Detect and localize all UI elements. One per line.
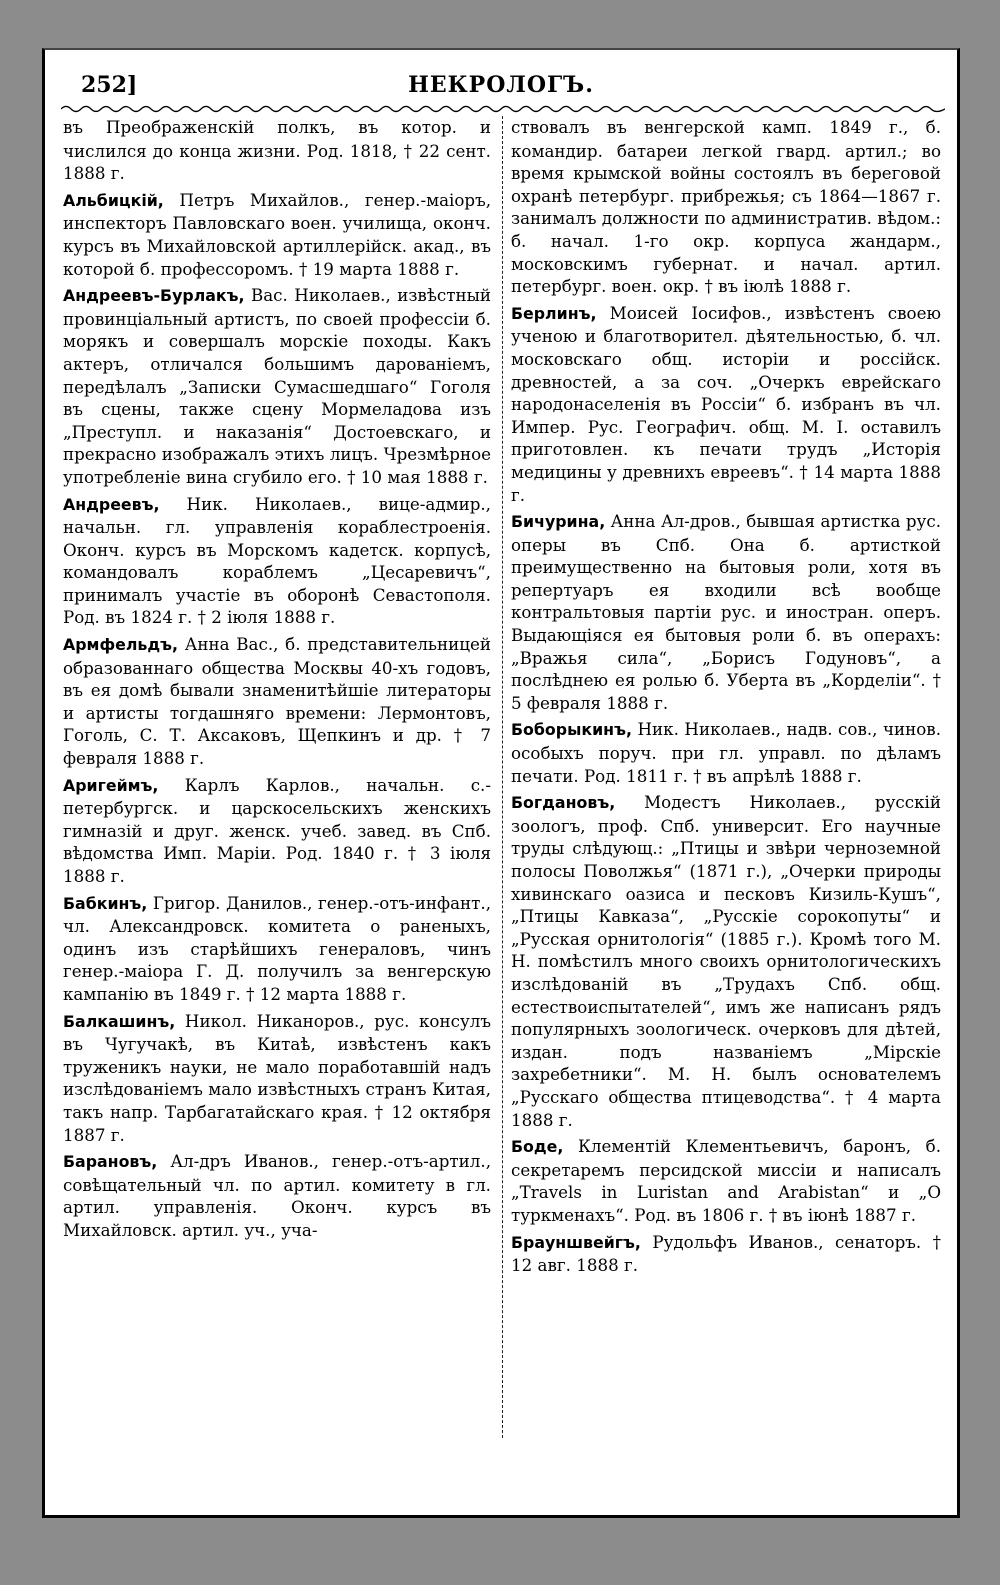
entry-name: Боде, xyxy=(511,1137,564,1157)
entry-text: Модестъ Николаев., русскій зоологъ, проф. Спб. университ. Его научные труды слѣдующ.: „Птицы и звѣри черноземной полосы Поволжья“ (1871 г.), „Очерки природы хивинскаго оазиса и песковъ Кизиль-Кушъ“, „Птицы Кавказа“, „Русскіе сорокопуты“ и „Русская орнитологія“ (1885 г.). Кромѣ того М. Н. помѣстилъ много своихъ орнитологическихъ изслѣдованій въ „Трудахъ Спб. общ. естествоиспытателей“, имъ же написанъ рядъ популярныхъ зоологическ. очерковъ для дѣтей, издан. подъ названіемъ „Мірскіе захребетники“. М. Н. былъ основателемъ „Русскаго общества птицеводства“. † 4 марта 1888 г. xyxy=(511,792,941,1130)
obituary-entry xyxy=(511,510,941,714)
page-number: 252] xyxy=(81,72,138,98)
entry-text: Ник. Николаев., надв. сов., чинов. особыхъ поруч. при гл. управл. по дѣламъ печати. Род. 1811 г. † въ апрѣлѣ 1888 г. xyxy=(511,719,941,786)
entry-name: Брауншвейгъ, xyxy=(511,1232,641,1252)
column-divider xyxy=(502,116,503,1438)
entry-text: Петръ Михайлов., генер.-маіоръ, инспекторъ Павловскаго воен. училища, оконч. курсъ въ Михайловской артиллерійск. акад., въ которой б. профессоромъ. † 19 марта 1888 г. xyxy=(63,189,491,279)
obituary-entry xyxy=(63,116,491,185)
header-wavy-rule xyxy=(61,104,945,114)
entry-text: Карлъ Карлов., начальн. с.-петербургск. и царскосельскихъ женскихъ гимназій и друг. женск. учеб. завед. въ Спб. вѣдомства Имп. Маріи. Род. 1840 г. † 3 іюля 1888 г. xyxy=(63,774,491,886)
entry-name: Бичурина, xyxy=(511,512,606,532)
entry-text: Клементій Клементьевичъ, баронъ, б. секретаремъ персидской миссіи и написалъ „Travels in Luristan and Arabistan“ и „О туркменахъ“. Род. въ 1806 г. † въ іюнѣ 1887 г. xyxy=(511,1136,941,1225)
entry-text: Григор. Данилов., генер.-отъ-инфант., чл. Александровск. комитета о раненыхъ, одинъ изъ старѣйшихъ генераловъ, чинъ генер.-маіора Г. Д. получилъ за венгерскую кампанію въ 1849 г. † 12 марта 1888 г. xyxy=(63,892,491,1004)
entry-name: Бабкинъ, xyxy=(63,893,148,913)
entry-name: Аригеймъ, xyxy=(63,775,159,795)
obituary-entry xyxy=(63,892,491,1006)
obituary-entry xyxy=(63,774,491,888)
entry-text: Никол. Никаноров., рус. консулъ въ Чугучакѣ, въ Китаѣ, извѣстенъ какъ труженикъ науки, не мало поработавшій надъ изслѣдованіемъ мало извѣстныхъ странъ Китая, такъ напр. Тарбагатайскаго края. † 12 октября 1887 г. xyxy=(63,1010,491,1145)
obituary-entry xyxy=(511,1231,941,1277)
obituary-entry xyxy=(63,189,491,280)
obituary-entry xyxy=(63,1150,491,1241)
page xyxy=(42,48,960,1518)
page-title: НЕКРОЛОГЪ. xyxy=(408,72,594,98)
entry-name: Альбицкій, xyxy=(63,190,164,210)
entry-text: Рудольфъ Иванов., сенаторъ. † 12 авг. 1888 г. xyxy=(511,1231,941,1276)
entry-text: Вас. Николаев., извѣстный провинціальный артистъ, по своей профессіи б. морякъ и совершалъ морскіе походы. Какъ актеръ, отличался большимъ дарованіемъ, передѣлалъ „Записки Сумасшедшаго“ Гоголя въ сцены, также сцену Мормеладова изъ „Преступл. и наказанія“ Достоевскаго, и прекрасно изображалъ этихъ лицъ. Чрезмѣрное употребленіе вина сгубило его. † 10 мая 1888 г. xyxy=(63,285,491,487)
entry-name: Армфельдъ, xyxy=(63,635,179,655)
entry-text: Моисей Іосифов., извѣстенъ своею ученою и благотворител. дѣятельностью, б. чл. московскаго общ. исторіи и россійск. древностей, а за соч. „Очеркъ еврейскаго народонаселенія въ Россіи“ б. избранъ въ чл. Импер. Рус. Географич. общ. М. І. оставилъ приготовлен. къ печати трудъ „Исторія медицины у древнихъ евреевъ“. † 14 марта 1888 г. xyxy=(511,302,941,505)
left-column xyxy=(63,116,491,1246)
obituary-entry xyxy=(511,718,941,787)
entry-text: Анна Вас., б. представительницей образованнаго общества Москвы 40-хъ годовъ, въ ея домѣ бывали знаменитѣйшіе литераторы и артисты тогдашняго времени: Лермонтовъ, Гоголь, С. Т. Аксаковъ, Щепкинъ и др. † 7 февраля 1888 г. xyxy=(63,634,491,769)
entry-text: Анна Ал-дров., бывшая артистка рус. оперы въ Спб. Она б. артисткой преимущественно на бытовыя роли, хотя въ репертуаръ ея входили всѣ вообще контральтовыя партіи рус. и иностран. оперъ. Выдающіяся ея бытовыя роли б. въ операхъ: „Вражья сила“, „Борисъ Годуновъ“, а послѣднею ея ролью б. Уберта въ „Корделіи“. † 5 февраля 1888 г. xyxy=(511,511,941,713)
entry-name: Андреевъ-Бурлакъ, xyxy=(63,286,245,306)
right-column xyxy=(511,116,941,1281)
page-header xyxy=(45,72,957,102)
obituary-entry xyxy=(511,791,941,1131)
obituary-entry xyxy=(63,1010,491,1147)
obituary-entry xyxy=(63,284,491,488)
entry-name: Балкашинъ, xyxy=(63,1011,176,1031)
entry-text: Ал-дръ Иванов., генер.-отъ-артил., совѣщательный чл. по артил. комитету в гл. артил. управленія. Оконч. курсъ въ Михайловск. артил. уч., уча- xyxy=(63,1151,491,1240)
obituary-entry xyxy=(63,633,491,770)
entry-text: въ Преображенскій полкъ, въ котор. и числился до конца жизни. Род. 1818, † 22 сент. 1888 г. xyxy=(63,117,491,184)
entry-name: Богдановъ, xyxy=(511,793,616,813)
entry-name: Берлинъ, xyxy=(511,303,597,323)
entry-name: Андреевъ, xyxy=(63,494,160,514)
obituary-entry xyxy=(511,302,941,506)
entry-text: ствовалъ въ венгерской камп. 1849 г., б. командир. батареи легкой гвард. артил.; во время крымской войны состоялъ въ береговой охранѣ петербург. прибрежья; съ 1864—1867 г. занималъ должности по административ. вѣдом.: б. начал. 1-го окр. корпуса жандарм., московскимъ губернат. и начал. артил. петербург. воен. окр. † въ іюлѣ 1888 г. xyxy=(511,117,941,297)
obituary-entry xyxy=(511,116,941,298)
obituary-entry xyxy=(511,1135,941,1226)
entry-name: Барановъ, xyxy=(63,1152,158,1172)
entry-name: Боборыкинъ, xyxy=(511,720,632,740)
entry-text: Ник. Николаев., вице-адмир., начальн. гл. управленія кораблестроенія. Оконч. курсъ въ Морскомъ кадетск. корпусѣ, командовалъ кораблемъ „Цесаревичъ“, принималъ участіе въ оборонѣ Севастополя. Род. въ 1824 г. † 2 іюля 1888 г. xyxy=(63,493,491,628)
obituary-entry xyxy=(63,493,491,630)
